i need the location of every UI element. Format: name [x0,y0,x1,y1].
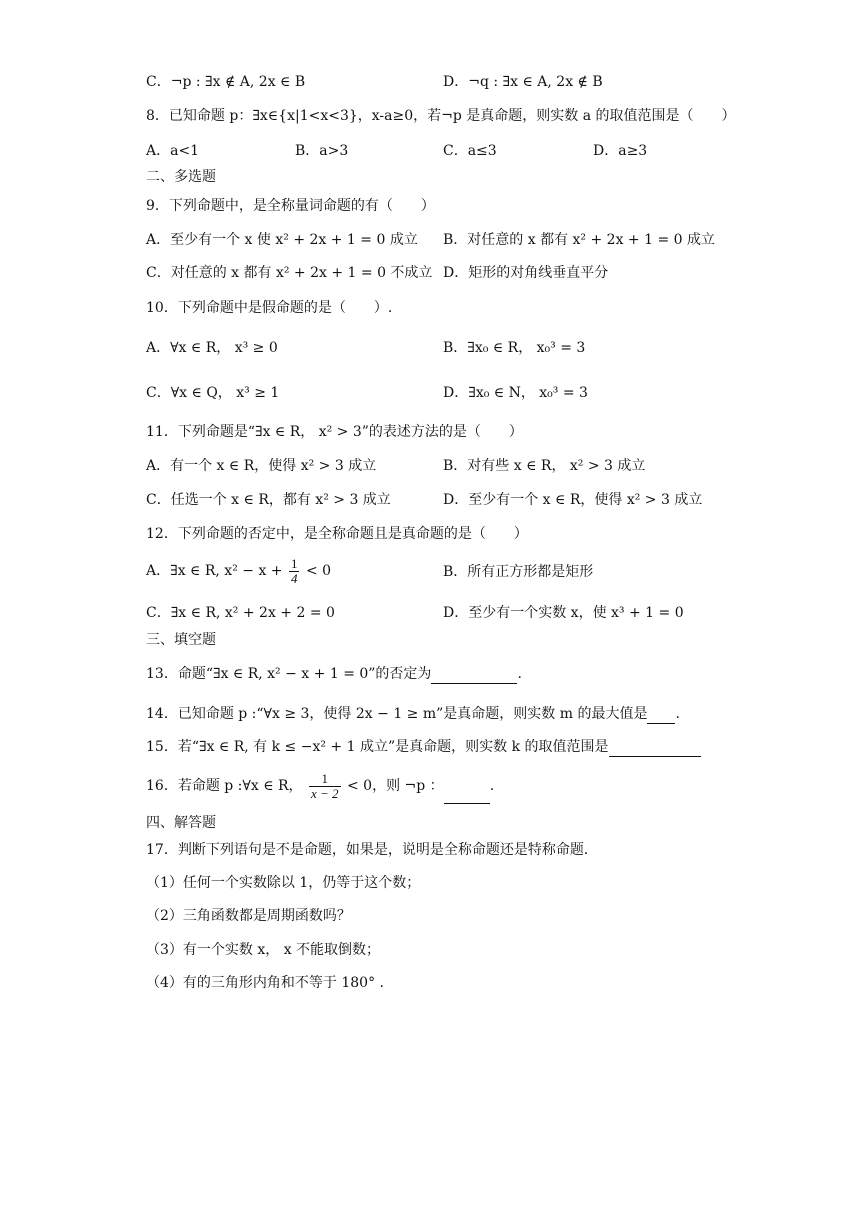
q9-option-c: C．对任意的 x 都有 x² + 2x + 1 = 0 不成立 [146,265,433,281]
q11-stem: 11．下列命题是“∃x ∈ R， x² > 3”的表述方法的是（ ） [146,424,523,440]
q17-item-4: （4）有的三角形内角和不等于 180° . [146,975,384,991]
section-heading-answer: 四、解答题 [146,815,216,831]
q12-option-a [146,555,331,587]
q13-end: . [517,666,522,682]
q14-line [146,704,680,724]
q7-option-d: D．¬q : ∃x ∈ A, 2x ∉ B [443,74,603,90]
q12-option-a-suffix: < 0 [305,563,332,579]
q16-text-mid: < 0，则 ¬p ： [347,778,444,794]
q8-option-b: B．a>3 [295,143,349,159]
q13-answer-blank [431,667,517,684]
q17-item-2: （2）三角函数都是周期函数吗？ [146,908,351,924]
q15-answer-blank [609,740,701,757]
q11-option-c: C．任选一个 x ∈ R，都有 x² > 3 成立 [146,492,391,508]
q9-option-b: B．对任意的 x 都有 x² + 2x + 1 = 0 成立 [443,232,716,248]
q14-end: . [675,706,680,722]
q11-option-b: B．对有些 x ∈ R， x² > 3 成立 [443,458,646,474]
q12-option-c: C．∃x ∈ R, x² + 2x + 2 = 0 [146,605,335,621]
q12-option-b: B．所有正方形都是矩形 [443,564,594,580]
q12-fraction-denominator: 4 [290,570,298,586]
q17-item-1: （1）任何一个实数除以 1，仍等于这个数； [146,875,421,891]
q15-line [146,737,701,757]
q7-option-c: C．¬p : ∃x ∉ A, 2x ∈ B [146,74,306,90]
q12-option-a-fraction [289,557,300,586]
q16-answer-blank [444,787,490,804]
q8-option-c: C．a≤3 [443,143,497,159]
q10-option-b: B．∃x₀ ∈ R， x₀³ = 3 [443,340,586,356]
q12-fraction-numerator: 1 [290,555,298,571]
q10-stem: 10．下列命题中是假命题的是（ ）. [146,300,393,316]
q16-end: . [489,778,495,794]
q17-stem: 17．判断下列语句是不是命题，如果是，说明是全称命题还是特称命题． [146,842,598,858]
q16-line [146,768,494,804]
q9-option-a: A．至少有一个 x 使 x² + 2x + 1 = 0 成立 [146,232,418,248]
section-heading-fill-in: 三、填空题 [146,632,216,648]
q9-option-d: D．矩形的对角线垂直平分 [443,265,609,281]
q12-option-d: D．至少有一个实数 x，使 x³ + 1 = 0 [443,605,684,621]
q8-option-a: A．a<1 [146,143,200,159]
q11-option-d: D．至少有一个 x ∈ R，使得 x² > 3 成立 [443,492,703,508]
q14-text: 14．已知命题 p :“∀x ≥ 3，使得 2x − 1 ≥ m”是真命题，则实数 m 的最大值是 [146,706,648,722]
q12-option-a-prefix: A．∃x ∈ R, x² − x + [146,563,283,579]
q13-text: 13．命题“∃x ∈ R, x² − x + 1 = 0”的否定为 [146,666,432,682]
q12-stem: 12．下列命题的否定中，是全称命题且是真命题的是（ ） [146,526,528,542]
q8-option-d: D．a≥3 [593,143,648,159]
q15-text: 15．若“∃x ∈ R, 有 k ≤ −x² + 1 成立”是真命题，则实数 k 的取值范围是 [146,739,609,755]
q17-item-3: （3）有一个实数 x， x 不能取倒数； [146,942,381,958]
q16-text: 16．若命题 p :∀x ∈ R， [146,778,303,794]
q14-answer-blank [647,707,675,724]
q9-stem: 9．下列命题中，是全称量词命题的有（ ） [146,198,435,214]
q13-line [146,664,522,684]
q11-option-a: A．有一个 x ∈ R，使得 x² > 3 成立 [146,458,377,474]
q16-fraction [309,772,341,801]
q10-option-a: A．∀x ∈ R， x³ ≥ 0 [146,340,278,356]
q10-option-c: C．∀x ∈ Q， x³ ≥ 1 [146,385,280,401]
section-heading-multiple-choice: 二、多选题 [146,169,216,185]
q16-fraction-numerator: 1 [309,772,341,787]
q16-fraction-denominator: x − 2 [311,785,339,801]
q8-stem: 8．已知命题 p：∃x∈{x|1<x<3}，x-a≥0，若¬p 是真命题，则实数 a 的取值范围是（ ） [146,108,736,124]
q10-option-d: D．∃x₀ ∈ N， x₀³ = 3 [443,385,588,401]
